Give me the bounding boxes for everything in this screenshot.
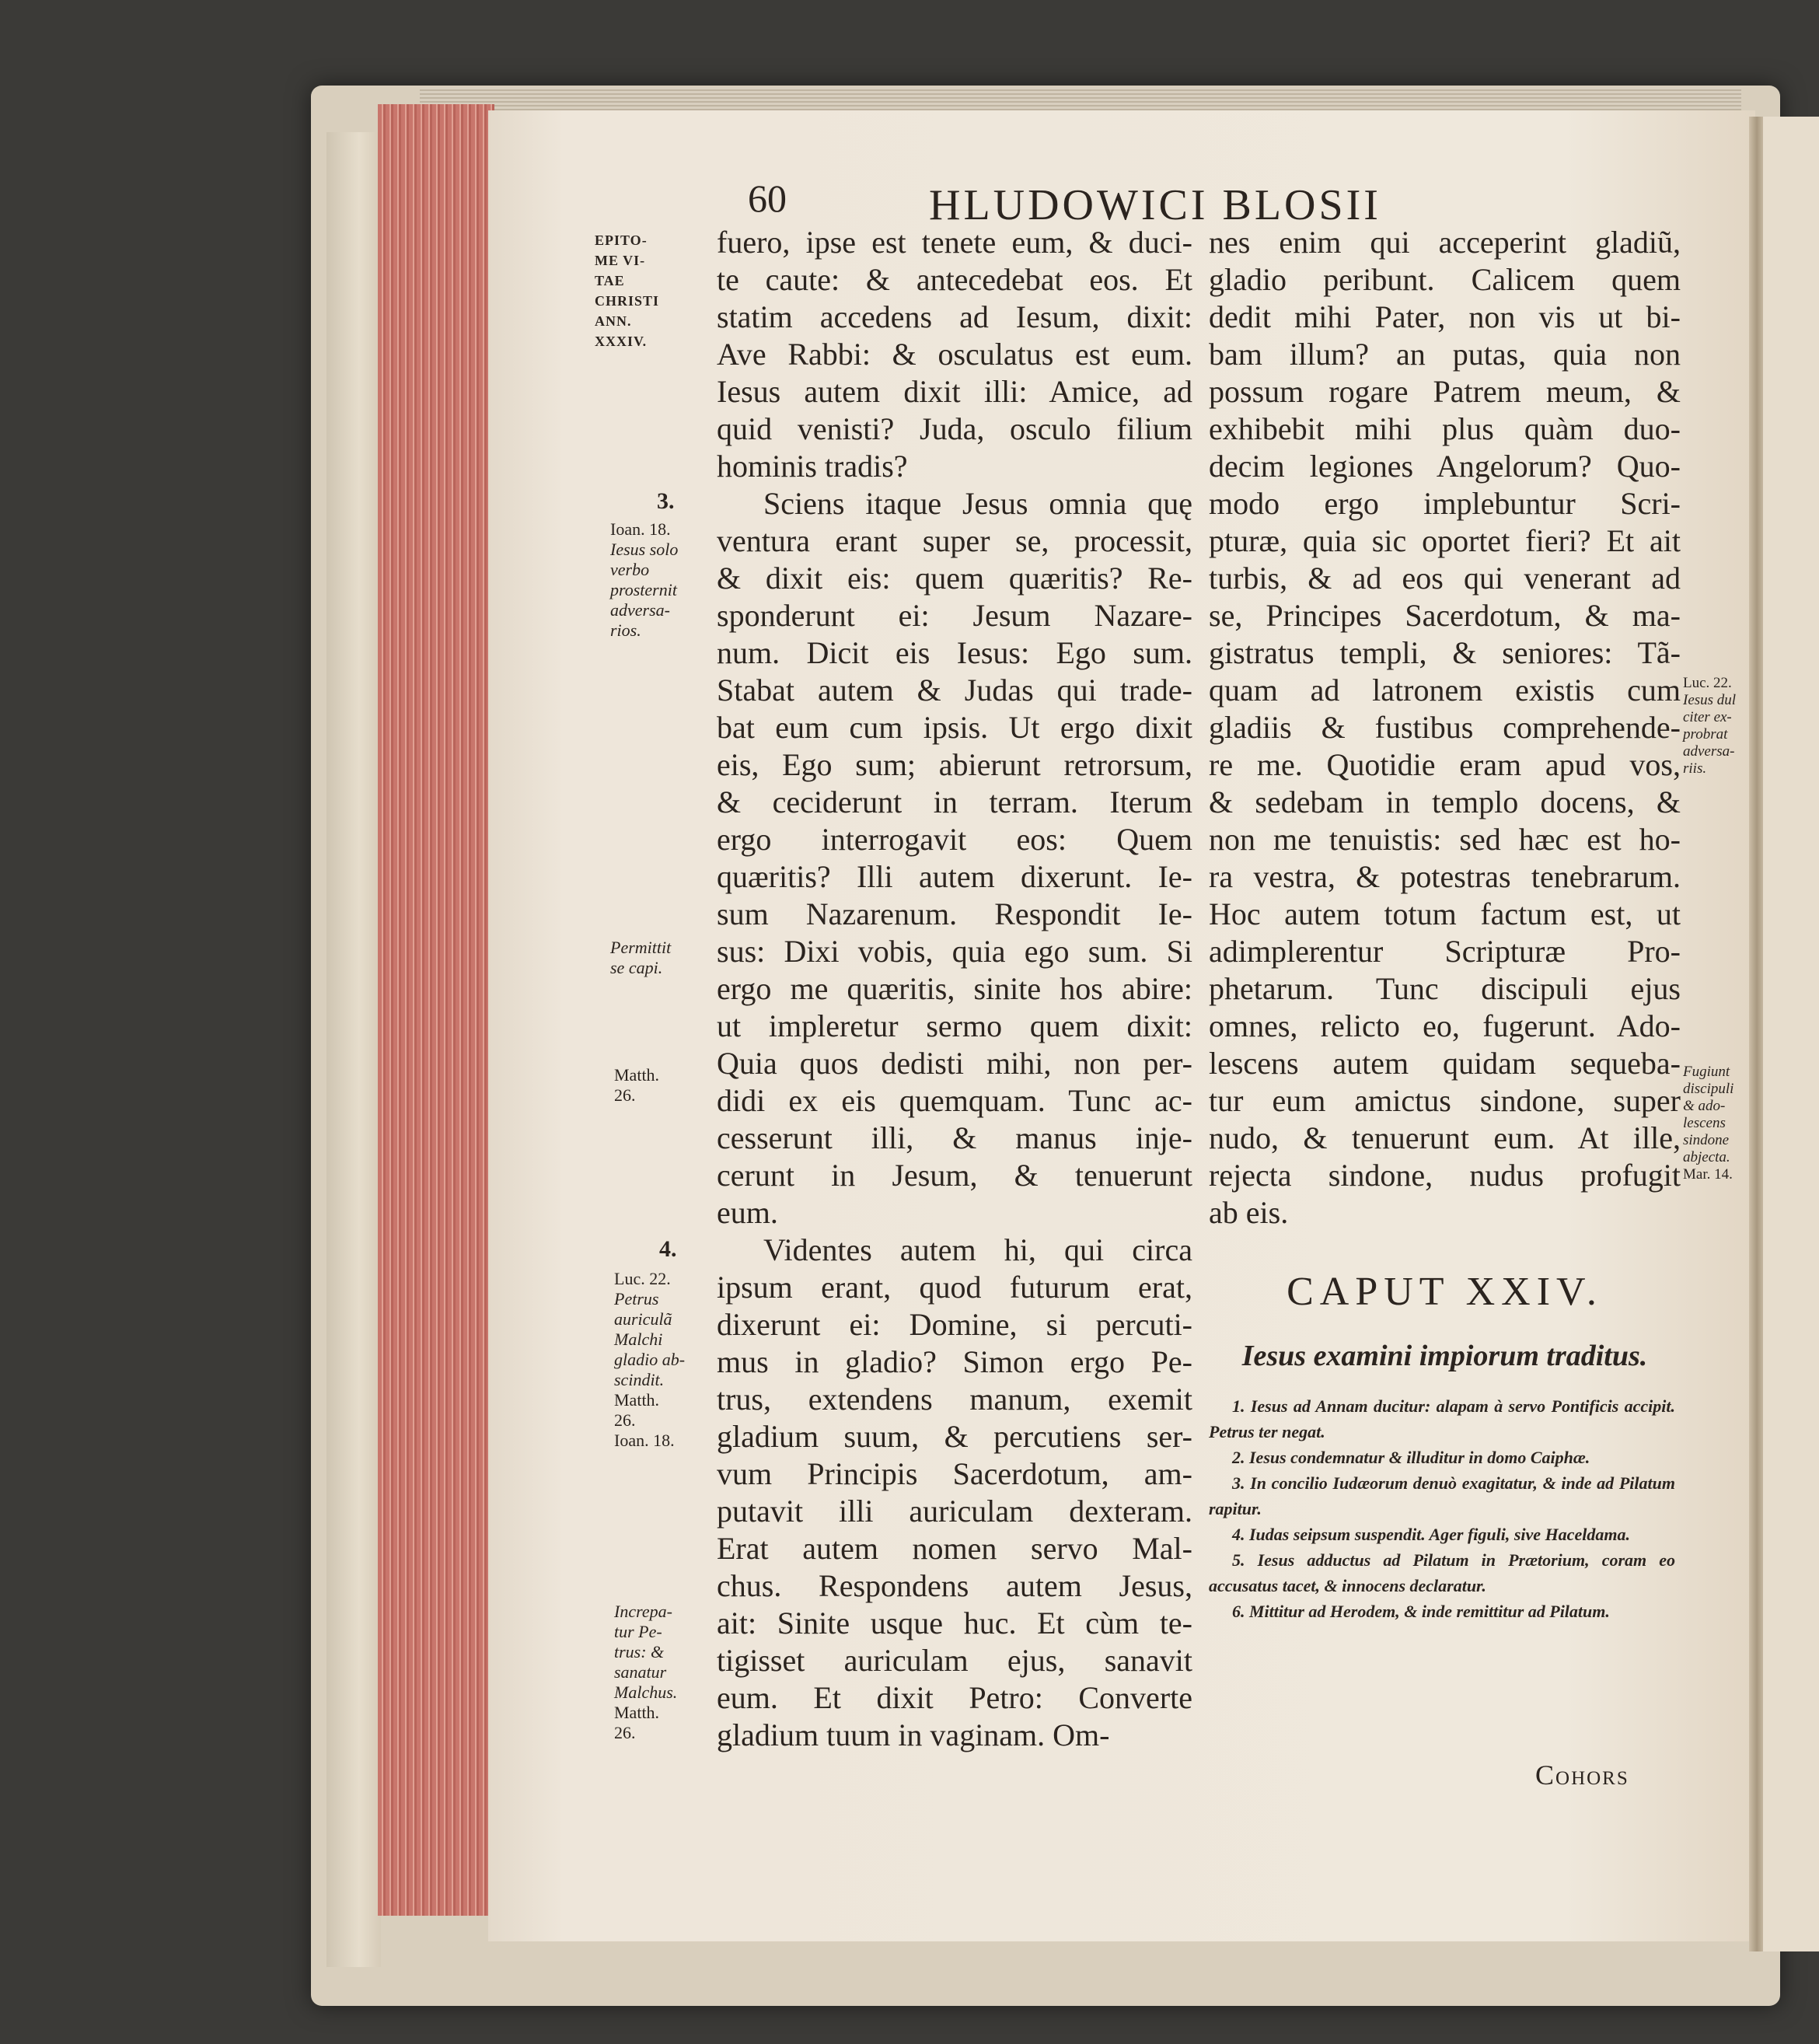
text-line: non me tenuistis: sed hæc est ho- (1209, 822, 1681, 857)
margin-note-line: sanatur (614, 1662, 667, 1682)
text-line: eum. (717, 1195, 778, 1230)
margin-note-line: Luc. 22. (1683, 675, 1732, 691)
text-line: bam illum? an putas, quia non (1209, 337, 1681, 372)
margin-note-permittit (610, 938, 671, 978)
text-line: ait: Sinite usque huc. Et cùm te- (717, 1606, 1192, 1640)
margin-note-right-fugiunt (1683, 1064, 1733, 1183)
text-line: gistratus templi, & seniores: Tã- (1209, 635, 1681, 670)
text-line: hominis tradis? (717, 449, 908, 484)
text-line: Videntes autem hi, qui circa (763, 1232, 1192, 1267)
text-line: & ceciderunt in terram. Iterum (717, 784, 1192, 819)
left-text-column (717, 224, 1192, 1754)
margin-note-line: Iesus dul (1683, 692, 1737, 708)
text-line: bat eum cum ipsis. Ut ergo dixit (717, 710, 1192, 745)
margin-note-line: discipuli (1683, 1081, 1734, 1097)
text-line: tur eum amictus sindone, super (1209, 1083, 1681, 1118)
text-line: ra vestra, & potestras tenebrarum. (1209, 859, 1681, 894)
margin-note-luc (614, 1269, 685, 1451)
page-number: 60 (748, 176, 787, 220)
margin-note-line: Matth. (614, 1703, 660, 1722)
text-line: eis, Ego sum; abierunt retrorsum, (717, 747, 1192, 782)
section-number-4: 4. (659, 1236, 677, 1262)
text-line: gladiis & fustibus comprehende- (1209, 710, 1681, 745)
summary-item: 2. Iesus condemnatur & illuditur in domo Caiphæ. (1232, 1448, 1590, 1467)
text-line: phetarum. Tunc discipuli ejus (1209, 971, 1681, 1006)
text-line: statim accedens ad Iesum, dixit: (717, 299, 1192, 334)
text-line: & sedebam in templo docens, & (1209, 784, 1681, 819)
catchword: Cohors (1535, 1759, 1629, 1791)
text-line: sum Nazarenum. Respondit Ie- (717, 896, 1192, 931)
text-line: quæritis? Illi autem dixerunt. Ie- (717, 859, 1192, 894)
text-line: Quia quos dedisti mihi, non per- (717, 1046, 1192, 1081)
margin-note-line: riis. (1683, 760, 1707, 777)
margin-note-epitome (595, 230, 659, 351)
text-line: vum Principis Sacerdotum, am- (717, 1456, 1192, 1491)
margin-note-line: sindone (1683, 1132, 1730, 1148)
margin-note-line: Petrus (614, 1289, 659, 1309)
text-line: ergo me quæritis, sinite hos abire: (717, 971, 1192, 1006)
text-line: & dixit eis: quem quæritis? Re- (717, 561, 1192, 596)
margin-note-ioan (610, 519, 678, 641)
facing-page-strip (1763, 117, 1819, 1951)
text-line: Erat autem nomen servo Mal- (717, 1531, 1192, 1566)
text-line: re me. Quotidie eram apud vos, (1209, 747, 1681, 782)
margin-note-line: TAE (595, 273, 625, 288)
text-line: Stabat autem & Judas qui trade- (717, 673, 1192, 708)
margin-note-line: abjecta. (1683, 1149, 1730, 1165)
margin-note-line: Ioan. 18. (614, 1431, 675, 1450)
text-line: gladio peribunt. Calicem quem (1209, 262, 1681, 297)
margin-note-line: Increpa- (614, 1602, 672, 1621)
text-line: ab eis. (1209, 1195, 1289, 1230)
text-line: ventura erant super se, processit, (717, 523, 1192, 558)
margin-note-line: Iesus solo (610, 540, 679, 559)
text-line: cesserunt illi, & manus inje- (717, 1120, 1192, 1155)
margin-note-line: Luc. 22. (614, 1269, 671, 1288)
margin-note-line: prosternit (610, 580, 677, 599)
summary-item: 4. Iudas seipsum suspendit. Ager figuli, sive Haceldama. (1232, 1525, 1630, 1544)
margin-note-line: EPITO- (595, 232, 648, 248)
margin-note-line: & ado- (1683, 1098, 1726, 1114)
text-line: trus, extendens manum, exemit (717, 1382, 1192, 1417)
text-line: dixerunt ei: Domine, si percuti- (717, 1307, 1192, 1342)
text-line: decim legiones Angelorum? Quo- (1209, 449, 1681, 484)
text-line: quam ad latronem existis cum (1209, 673, 1681, 708)
margin-note-line: Mar. 14. (1683, 1166, 1733, 1183)
text-line: te caute: & antecedebat eos. Et (717, 262, 1192, 297)
text-line: eum. Et dixit Petro: Converte (717, 1680, 1192, 1715)
margin-note-line: Matth. (614, 1390, 660, 1410)
text-line: ipsum erant, quod futurum erat, (717, 1270, 1192, 1305)
right-text-column (1209, 224, 1681, 1232)
margin-note-line: ANN. (595, 313, 632, 329)
margin-note-line: lescens (1683, 1115, 1726, 1131)
margin-note-matth (614, 1065, 659, 1106)
chapter-summary (1209, 1393, 1675, 1624)
margin-note-line: auriculã (614, 1309, 672, 1329)
margin-note-line: tur Pe- (614, 1622, 662, 1641)
text-line: Sciens itaque Jesus omnia quę (763, 486, 1192, 521)
text-line: omnes, relicto eo, fugerunt. Ado- (1209, 1008, 1681, 1043)
margin-note-line: gladio ab- (614, 1350, 686, 1369)
margin-note-line: Ioan. 18. (610, 519, 671, 539)
text-line: chus. Respondens autem Jesus, (717, 1568, 1192, 1603)
margin-note-line: Permittit (610, 938, 672, 957)
margin-note-line: trus: & (614, 1642, 665, 1661)
margin-note-line: Malchus. (614, 1682, 678, 1702)
summary-item: 1. Iesus ad Annam ducitur: alapam à servo Pontificis accipit. Petrus ter negat. (1209, 1396, 1675, 1441)
margin-note-line: probrat (1683, 726, 1728, 742)
text-line: putavit illi auriculam dexteram. (717, 1494, 1192, 1529)
margin-note-line: rios. (610, 620, 641, 640)
text-line: dedit mihi Pater, non vis ut bi- (1209, 299, 1681, 334)
text-line: possum rogare Patrem meum, & (1209, 374, 1681, 409)
margin-note-line: adversa- (610, 600, 670, 620)
text-line: lescens autem quidam sequeba- (1209, 1046, 1681, 1081)
margin-note-line: 26. (614, 1410, 636, 1430)
margin-note-line: Fugiunt (1683, 1064, 1730, 1080)
chapter-title: CAPUT XXIV. (1287, 1270, 1603, 1314)
margin-note-line: XXXIV. (595, 334, 648, 349)
margin-note-line: 26. (614, 1085, 636, 1105)
text-line: gladium suum, & percutiens ser- (717, 1419, 1192, 1454)
text-line: sponderunt ei: Jesum Nazare- (717, 598, 1192, 633)
text-line: Hoc autem totum factum est, ut (1209, 896, 1681, 931)
margin-note-line: se capi. (610, 958, 663, 977)
chapter-subtitle: Iesus examini impiorum traditus. (1241, 1340, 1648, 1372)
margin-note-line: Matth. (614, 1065, 660, 1085)
margin-note-line: CHRISTI (595, 293, 660, 309)
text-line: Iesus autem dixit illi: Amice, ad (717, 374, 1192, 409)
red-page-edges (378, 104, 494, 1916)
vellum-binding (326, 132, 381, 1967)
text-line: quid venisti? Juda, osculo filium (717, 411, 1192, 446)
text-line: turbis, & ad eos qui venerant ad (1209, 561, 1681, 596)
text-line: pturæ, quia sic oportet fieri? Et ait (1209, 523, 1681, 558)
text-line: ergo interrogavit eos: Quem (717, 822, 1192, 857)
text-line: cerunt in Jesum, & tenuerunt (717, 1158, 1192, 1193)
text-line: nes enim qui acceperint gladiũ, (1209, 225, 1681, 260)
text-line: Ave Rabbi: & osculatus est eum. (717, 337, 1192, 372)
text-line: mus in gladio? Simon ergo Pe- (717, 1344, 1192, 1379)
book-gutter (1749, 117, 1765, 1951)
text-line: tigisset auriculam ejus, sanavit (717, 1643, 1192, 1678)
text-line: sus: Dixi vobis, quia ego sum. Si (717, 934, 1192, 969)
margin-note-line: ME VI- (595, 253, 646, 268)
margin-note-line: adversa- (1683, 743, 1735, 760)
margin-note-line: scindit. (614, 1370, 665, 1389)
summary-item: 3. In concilio Iudæorum denuò exagitatur, & inde ad Pilatum rapitur. (1209, 1473, 1675, 1518)
text-line: gladium tuum in vaginam. Om- (717, 1717, 1110, 1752)
margin-note-line: verbo (610, 560, 650, 579)
text-line: ut impleretur sermo quem dixit: (717, 1008, 1192, 1043)
margin-note-line: Malchi (614, 1329, 663, 1349)
margin-note-line: 26. (614, 1723, 636, 1742)
text-line: modo ergo implebuntur Scri- (1209, 486, 1681, 521)
summary-item: 6. Mittitur ad Herodem, & inde remittitur ad Pilatum. (1232, 1602, 1610, 1621)
text-line: num. Dicit eis Iesus: Ego sum. (717, 635, 1192, 670)
text-line: exhibebit mihi plus quàm duo- (1209, 411, 1681, 446)
text-line: se, Principes Sacerdotum, & ma- (1209, 598, 1681, 633)
text-line: adimplerentur Scripturæ Pro- (1209, 934, 1681, 969)
margin-note-line: citer ex- (1683, 709, 1732, 725)
summary-item: 5. Iesus adductus ad Pilatum in Prætorium, coram eo accusatus tacet, & innocens declaratur. (1209, 1550, 1675, 1595)
text-line: rejecta sindone, nudus profugit (1209, 1158, 1681, 1193)
section-number-3: 3. (657, 488, 675, 514)
margin-note-right-luc (1683, 675, 1736, 777)
running-title: HLUDOWICI BLOSII (929, 181, 1381, 229)
text-line: nudo, & tenuerunt eum. At ille, (1209, 1120, 1681, 1155)
margin-note-increpatur (614, 1602, 677, 1743)
text-line: fuero, ipse est tenete eum, & duci- (717, 225, 1192, 260)
text-line: didi ex eis quemquam. Tunc ac- (717, 1083, 1192, 1118)
